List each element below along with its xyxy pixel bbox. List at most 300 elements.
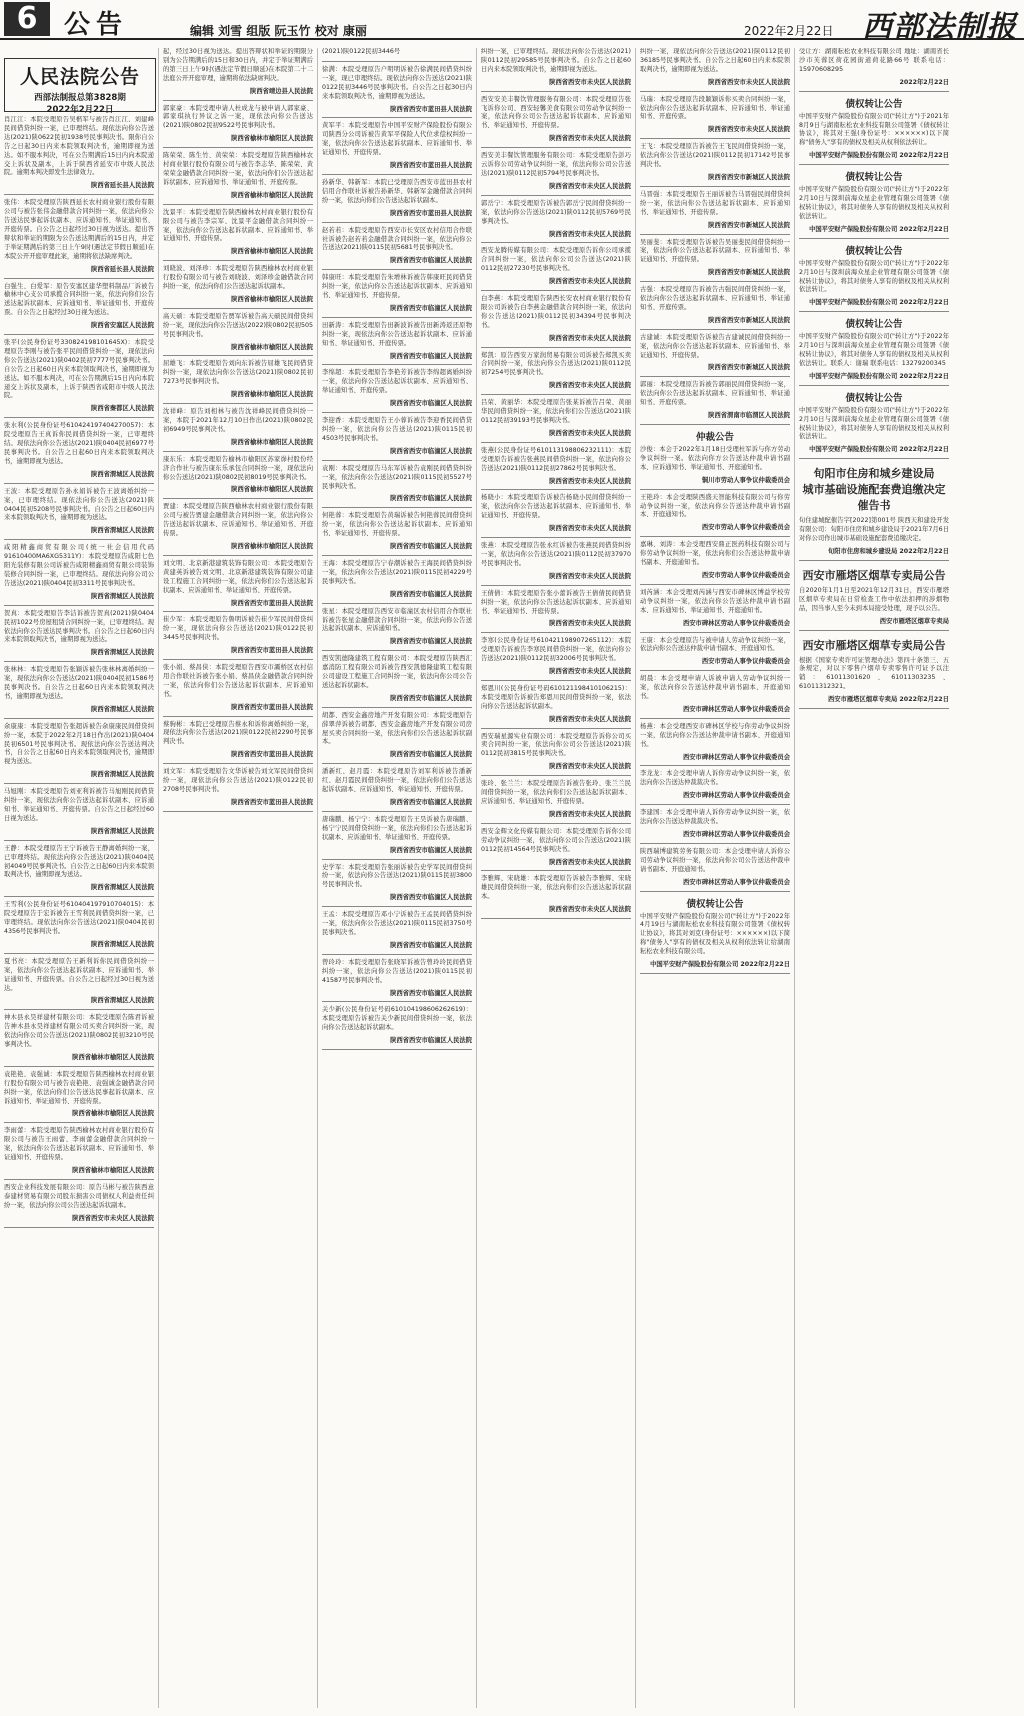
notice-separator bbox=[4, 953, 154, 954]
notice-paragraph: 马旭刚：本院受理原告刘亚利诉被告马旭刚民间借贷纠纷一案，现依法向你公告送达起诉状副本、应诉通知书、举证通知书、开庭传票。自公告之日起经过60日视为送达。 bbox=[4, 788, 154, 822]
notice-paragraph: 王海：本院受理原告宁春潮诉被告王海民间借贷纠纷一案，依法向你公告送达(2021)陕0115民初4229号民事判决书。 bbox=[322, 559, 472, 585]
notice-separator bbox=[163, 355, 313, 356]
masthead-title: 人民法院公告 bbox=[19, 66, 140, 88]
notice-separator bbox=[4, 1122, 154, 1123]
section-heading: 债权转让公告 bbox=[845, 392, 903, 404]
notice-separator bbox=[322, 460, 472, 461]
notice-paragraph: 郭家豪：本院受理申请人杜成龙与被申请人郭家豪、郭家琪执行异议之诉一案，现依法向你公告送达(2021)陕0802民初9522号民事判决书。 bbox=[163, 104, 313, 130]
issuing-authority: 中国平安财产保险股份有限公司 2022年2月22日 bbox=[809, 152, 949, 160]
notice-paragraph: 咸阳精鑫商贸有限公司(统一社会信用代码91610400MA6XG5311Y)：本院受理原告咸阳七色阳光装修有限公司诉被告咸阳精鑫商贸有限公司装饰装修合同纠纷一案，已审理终结。现依法向你公司公告送达(2021)陕0404民初3311号民事判决书。 bbox=[4, 544, 154, 587]
notice-separator bbox=[163, 147, 313, 148]
notice-separator bbox=[163, 498, 313, 499]
notice-paragraph: 王飞：本院受理原告诉被告王飞民间借贷纠纷一案，依法向你公告送达(2021)陕0112民初17142号民事判决书。 bbox=[640, 143, 790, 169]
notice-paragraph: 王静：本院受理原告王宁诉被告王静离婚纠纷一案，已审理终结。现依法向你公告送达(2021)陕0404民初4049号民事判决书。自公告之日起60日内来本院领取判决书，逾期即视为送达。 bbox=[4, 844, 154, 879]
issuing-authority: 陕西省榆林市榆阳区人民法院 bbox=[72, 1053, 154, 1061]
notice-paragraph: 胡晨：本会受理申请人诉被申请人劳动争议纠纷一案，依法向你公告送达仲裁申请书副本、开庭通知书。 bbox=[640, 675, 790, 701]
issuing-authority: 陕西省靖边县人民法院 bbox=[250, 87, 313, 95]
issuing-authority: 陕西省渭城区人民法院 bbox=[91, 592, 154, 600]
issuing-authority: 中国平安财产保险股份有限公司 2022年2月22日 bbox=[650, 961, 790, 969]
notice-separator bbox=[4, 605, 154, 606]
notice-column-4 bbox=[481, 48, 631, 1708]
notice-paragraph: 屈雄飞：本院受理原告刘向东诉被告屈雄飞民间借贷纠纷一案，现依法向你公告送达(2021)陕0802民初7273号民事判决书。 bbox=[163, 360, 313, 386]
issuing-authority: 陕西省榆林市榆阳区人民法院 bbox=[231, 191, 313, 199]
notice-paragraph: 史学军：本院受理原告张丽诉被告史学军民间借贷纠纷一案，依法向你公告送达(2021)陕0115民初3800号民事判决书。 bbox=[322, 863, 472, 889]
notice-paragraph: 中国平安财产保险股份有限公司("转让方")于2022年2月10日与深圳前海众星企业管理有限公司签署《债权转让协议》，将其对债务人享有的债权及相关从权利依法转让。 bbox=[799, 259, 949, 294]
issuing-authority: 陕西省渭城区人民法院 bbox=[91, 649, 154, 657]
issuing-authority: 陕西省渭城区人民法院 bbox=[91, 997, 154, 1005]
issuing-authority: 中国平安财产保险股份有限公司 2022年2月22日 bbox=[809, 225, 949, 233]
notice-separator bbox=[481, 242, 631, 243]
issuing-authority: 陕西省渭城区人民法院 bbox=[91, 771, 154, 779]
issuing-authority: 2022年2月22日 bbox=[899, 78, 949, 86]
notice-separator bbox=[163, 308, 313, 309]
issuing-authority: 陕西省西安市临潼区人民法院 bbox=[390, 1037, 472, 1045]
notice-paragraph: 沈景平：本院受理原告陕西榆林农村商业银行股份有限公司与被告李宗军、沈景平金融借款合同纠纷一案，依法向你公告送达起诉状副本、应诉通知书、举证通知书、开庭传票。 bbox=[163, 208, 313, 243]
issuing-authority: 中国平安财产保险股份有限公司 2022年2月22日 bbox=[809, 299, 949, 307]
notice-paragraph: 何艳蓉：本院受理原告黄瑞诉被告何艳蓉民间借贷纠纷一案，依法向你公告送达起诉状副本、应诉通知书、举证通知书、开庭传票。 bbox=[322, 512, 472, 538]
notice-paragraph: 古建诚：本院受理原告诉被告古建诚民间借贷纠纷一案，依法向你公告送达起诉状副本、应诉通知书、举证通知书、开庭传票。 bbox=[640, 333, 790, 359]
notice-paragraph: 刘晓波、刘泽珍：本院受理原告陕西榆林农村商业银行股份有限公司与被告刘晓波、刘泽珍金融借款合同纠纷一案，依法向你们公告送达起诉状副本。 bbox=[163, 265, 313, 291]
notice-paragraph: 王艳玲：本会受理陕西盛天智能科技有限公司与你劳动争议纠纷一案，依法向你公告送达仲裁申请书副本、开庭通知书。 bbox=[640, 493, 790, 519]
issuing-authority: 陕西省西安市临潼区人民法院 bbox=[390, 894, 472, 902]
notice-separator bbox=[163, 716, 313, 717]
notice-separator bbox=[481, 680, 631, 681]
notice-separator bbox=[4, 661, 154, 662]
issuing-authority: 西安市碑林区劳动人事争议仲裁委员会 bbox=[682, 792, 790, 800]
notice-paragraph: 田新涛：本院受理原告田新波诉被告田新涛返还原物纠纷一案，现依法向你公告送达起诉状副本、应诉通知书、举证通知书、开庭传票。 bbox=[322, 321, 472, 347]
notice-paragraph: 西安瑞星源实业有限公司：本院受理原告诉你公司买卖合同纠纷一案，依法向你公司公告送达(2021)陕0112民初3815号民事判决书。 bbox=[481, 732, 631, 758]
issuing-authority: 陕西省西安市新城区人民法院 bbox=[708, 364, 790, 372]
notice-separator bbox=[640, 843, 790, 844]
notice-separator bbox=[481, 918, 631, 919]
notice-column-6 bbox=[799, 48, 949, 1708]
notice-separator bbox=[4, 483, 154, 484]
notice-paragraph: 古强：本院受理原告诉被告古强民间借贷纠纷一案，依法向你公告送达起诉状副本、应诉通知书、举证通知书、开庭传票。 bbox=[640, 286, 790, 311]
notice-paragraph: 王康：本会受理原告与被申请人劳动争议纠纷一案，依法向你公告送达仲裁申请书副本、开庭通知书。 bbox=[640, 636, 790, 653]
notice-separator bbox=[163, 555, 313, 556]
notice-separator bbox=[640, 973, 790, 974]
notice-separator bbox=[799, 630, 949, 631]
issuing-authority: 陕西省西安市未央区人民法院 bbox=[549, 78, 631, 86]
issuing-authority: 陕西省西安市临潼区人民法院 bbox=[390, 543, 472, 551]
masthead-issue: 西部法制报总第3828期 bbox=[34, 93, 126, 103]
notice-paragraph: 旬住建城配催告字[2022]第001号 陕西天和建设开发有限公司：旬阳市住房和城乡建设局于2021年7月6日对你公司作出城市基础设施配套费追缴决定。 bbox=[799, 517, 949, 543]
issuing-authority: 陕西省西安市临潼区人民法院 bbox=[390, 495, 472, 503]
section-heading: 西安市雁塔区烟草专卖局公告 bbox=[802, 568, 946, 582]
notice-paragraph: 贾建：本院受理原告陕西榆林农村商业银行股份有限公司与被告贾建金融借款合同纠纷一案，依法向你公告送达起诉状副本、应诉通知书、举证通知书、开庭传票。 bbox=[163, 503, 313, 538]
notice-paragraph: 韩康旺：本院受理原告朱增林诉被告韩康旺民间借贷纠纷一案，依法向你公告送达起诉状副本、应诉通知书、举证通知书、开庭传票。 bbox=[322, 274, 472, 300]
issuing-authority: 西安市劳动人事争议仲裁委员会 bbox=[701, 571, 790, 579]
notice-separator bbox=[640, 632, 790, 633]
issuing-authority: 陕西省榆林市榆阳区人民法院 bbox=[231, 248, 313, 256]
notice-separator bbox=[322, 763, 472, 764]
notice-separator bbox=[799, 458, 949, 459]
notice-separator bbox=[481, 442, 631, 443]
notice-separator bbox=[4, 539, 154, 540]
notice-separator bbox=[799, 560, 949, 561]
notice-paragraph: 陕西瑞博建筑劳务有限公司：本会受理申请人诉你公司劳动争议纠纷一案，依法向你公司公告送达仲裁申请书副本、开庭通知书。 bbox=[640, 847, 790, 873]
issuing-authority: 陕西省西安市未央区人民法院 bbox=[708, 126, 790, 134]
notice-paragraph: 中国平安财产保险股份有限公司("转让方")于2021年8月9日与湖南耘松农业科技有限公司签署《债权转让协议》，将其对王强(身份证号：××××××)以下简称"债务人"享有的债权及相关从权利依法转让。 bbox=[799, 112, 949, 147]
notice-paragraph: 刘文明、北京新港建筑装饰有限公司：本院受理原告黄建英诉被告刘文明、北京新港建筑装饰有限公司建设工程施工合同纠纷一案，依法向你们公告送达起诉状副本、应诉通知书、举证通知书、开庭传票。 bbox=[163, 559, 313, 594]
notice-separator bbox=[322, 507, 472, 508]
issuing-authority: 铜川市劳动人事争议仲裁委员会 bbox=[701, 476, 790, 484]
issuing-authority: 陕西省西安市蓝田县人民法院 bbox=[390, 209, 472, 217]
issuing-authority: 陕西省西安市新城区人民法院 bbox=[708, 269, 790, 277]
notice-paragraph: 刘芮涵：本会受理刘芮涵与西安市碑林区博益学校劳动争议纠纷一案，依法向你公告送达仲裁申请书副本、应诉通知书、举证通知书、开庭通知书。 bbox=[640, 588, 790, 614]
issuing-authority: 陕西省西安市临潼区人民法院 bbox=[390, 400, 472, 408]
issuing-authority: 陕西省西安市未央区人民法院 bbox=[549, 429, 631, 437]
notice-paragraph: 西安龙腾传媒有限公司：本院受理原告诉你公司承揽合同纠纷一案，依法向你公司公告送达(2021)陕0112民初27230号民事判决书。 bbox=[481, 247, 631, 273]
court-notice-masthead bbox=[4, 58, 156, 115]
column-divider bbox=[158, 48, 159, 1708]
notice-separator bbox=[4, 840, 154, 841]
issuing-authority: 陕西省西安市未央区人民法院 bbox=[549, 620, 631, 628]
issuing-authority: 陕西省西安市临潼区人民法院 bbox=[390, 447, 472, 455]
notice-column-3 bbox=[322, 48, 472, 1708]
notice-separator bbox=[640, 234, 790, 235]
notice-paragraph: 马瑞：本院受理原告段颖颖诉你买卖合同纠纷一案，依法向你公告送达起诉状副本、应诉通知书、举证通知书、开庭传票。 bbox=[640, 95, 790, 121]
issuing-authority: 西安市碑林区劳动人事争议仲裁委员会 bbox=[682, 878, 790, 886]
notice-separator bbox=[322, 811, 472, 812]
notice-paragraph: 李绵超：本院受理原告李艳芳诉被告李绵超离婚纠纷一案，依法向你公告送达起诉状副本、应诉通知书、举证通知书、开庭传票。 bbox=[322, 369, 472, 395]
notice-paragraph: 马晋强：本院受理原告王丽诉被告马晋强民间借贷纠纷一案，依法向你公告送达起诉状副本、应诉通知书、举证通知书、开庭传票。 bbox=[640, 190, 790, 216]
notice-paragraph: 黄军平：本院受理原告中国平安财产保险股份有限公司陕西分公司诉被告黄军平保险人代位求偿权纠纷一案，依法向你公告送达起诉状副本、应诉通知书、举证通知书、开庭传票。 bbox=[322, 122, 472, 157]
notice-separator bbox=[4, 417, 154, 418]
notice-separator bbox=[163, 763, 313, 764]
notice-paragraph: 杨晓小：本院受理原告诉被告杨晓小民间借贷纠纷一案，依法向你公告送达起诉状副本、应诉通知书、举证通知书、开庭传票。 bbox=[481, 494, 631, 520]
issuing-authority: 陕西省西安市临潼区人民法院 bbox=[390, 799, 472, 806]
notice-paragraph: 沙俊：本会于2022年1月18日受理杜军诉与你方劳动争议纠纷一案。依法向你方公告送达仲裁申请书副本、应诉通知书、举证通知书、开庭通知书。 bbox=[640, 446, 790, 471]
issuing-authority: 陕西省西安市未央区人民法院 bbox=[549, 763, 631, 771]
notice-separator bbox=[640, 765, 790, 766]
issuing-authority: 西安市碑林区劳动人事争议仲裁委员会 bbox=[682, 753, 790, 761]
notice-separator bbox=[322, 61, 472, 62]
notice-paragraph: 康东乐：本院受理原告榆林市榆阳区苏家峁村股份经济合作社与被告康东乐承包合同纠纷一案，现依法向你公告送达(2021)陕0802民初8019号民事判决书。 bbox=[163, 455, 313, 481]
issuing-authority: 陕西省渭城区人民法院 bbox=[91, 827, 154, 835]
notice-paragraph: 张林林：本院受理原告张颖诉被告张林林离婚纠纷一案，现依法向你公告送达(2021)陕0404民初1586号民事判决书。自公告之日起60日内来本院领取判决书，逾期即视为送达。 bbox=[4, 666, 154, 700]
issuing-authority: 陕西省西安市蓝田县人民法院 bbox=[231, 599, 313, 607]
issuing-authority: 西安市劳动人事争议仲裁委员会 bbox=[701, 524, 790, 532]
notice-paragraph: 王雪利(公民身份证号610404197910704015)：本院受理原告于宏诉被告王雪利民间借贷纠纷一案，已审理终结。现依法向你公告送达(2021)陕0404民初4356号民事判决书。 bbox=[4, 901, 154, 935]
notice-paragraph: (2021)陕0122民初3446号 bbox=[322, 48, 401, 55]
column-divider bbox=[635, 48, 636, 1708]
notice-paragraph: 起，经过30日视为送达。提出答辩状和举证的期限分别为公告期满后的15日和30日内，并定于举证期满后的第三日上午9时(遇法定节假日顺延)在本院第二十二法庭公开开庭审理，逾期将依法缺席判决。 bbox=[163, 48, 313, 82]
issuing-authority: 陕西省榆林市榆阳区人民法院 bbox=[72, 1167, 154, 1174]
issuing-authority: 西安市劳动人事争议仲裁委员会 bbox=[701, 658, 790, 666]
notice-paragraph: 李建国：本会受理申请人诉你劳动争议纠纷一案，依法向你公告送达仲裁裁决书。 bbox=[640, 809, 790, 826]
notice-paragraph: 唐瑞鹏、杨宁宁：本院受理原告王昊诉被告唐瑞鹏、杨宁宁民间借贷纠纷一案，依法向你们公告送达起诉状副本、应诉通知书、举证通知书、开庭传票。 bbox=[322, 815, 472, 841]
issuing-authority: 陕西省渭城区人民法院 bbox=[91, 884, 154, 892]
notice-separator bbox=[640, 424, 790, 425]
notice-paragraph: 蔡驹彬：本院已受理原告蔡永和诉你离婚纠纷一案，现依法向你公告送达(2021)陕0122民初2290号民事判决书。 bbox=[163, 720, 313, 746]
notice-separator bbox=[163, 451, 313, 452]
notice-separator bbox=[799, 164, 949, 165]
notice-column-5 bbox=[640, 48, 790, 1708]
notice-separator bbox=[481, 537, 631, 538]
issuing-authority: 陕西省西安市未央区人民法院 bbox=[72, 1214, 154, 1222]
notice-paragraph: 根据《国家专卖许可证管理办法》第四十条第三、五条规定，对以下零售户烟草专卖零售许可证予以注销：61011301620、61011303235、61011312321。 bbox=[799, 656, 949, 691]
issuing-authority: 陕西省西安市未央区人民法院 bbox=[549, 135, 631, 143]
issuing-authority: 陕西省榆林市榆阳区人民法院 bbox=[231, 542, 313, 550]
issuing-authority: 陕西省西安市未央区人民法院 bbox=[549, 382, 631, 390]
notice-separator bbox=[481, 394, 631, 395]
notice-paragraph: 徐满：本院受理原告户明明诉被告徐满民间借贷纠纷一案，现已审理终结。现依法向你公告送达(2021)陕0122民初3446号民事判决书。自公告之日起30日内来本院领取判决书，逾期即视为送达。 bbox=[322, 65, 472, 100]
notice-paragraph: 关少新(公民身份证号码610104198606262619)：本院受理原告诉被告关少新民间借贷纠纷一案，依法向你公告送达起诉状副本。 bbox=[322, 1006, 472, 1032]
notice-separator bbox=[481, 728, 631, 729]
notice-paragraph: 刘文军：本院受理原告文华诉被告刘文军民间借贷纠纷一案，现依法向你公告送达(2021)陕0122民初2708号民事判决书。 bbox=[163, 768, 313, 793]
notice-separator bbox=[163, 659, 313, 660]
issuing-authority: 西安市雁塔区烟草专卖局 2022年2月22日 bbox=[827, 696, 949, 704]
notice-paragraph: 张燕：本院受理原告张永红诉被告张燕民间借贷纠纷一案，依法向你公告送达(2021)陕0112民初37970号民事判决书。 bbox=[481, 542, 631, 567]
notice-paragraph: 沈祥峰：原告刘相林与被告沈祥峰民间借贷纠纷一案，本院于2021年12月10日作出(2021)陕0802民初6949号民事判决书。 bbox=[163, 408, 313, 433]
notice-separator bbox=[640, 489, 790, 490]
notice-paragraph: 崔少军：本院受理原告鲁明诉被告崔少军民间借贷纠纷一案，现依法向你公告送达(2021)陕0122民初3445号民事判决书。 bbox=[163, 616, 313, 642]
notice-paragraph: 王波：本院受理原告孙永娟诉被告王波离婚纠纷一案，已审理终结。现依法向你公告送达(2021)陕0404民初5208号民事判决书。自公告之日起60日内来本院领取判决书，逾期即视为送达。 bbox=[4, 487, 154, 522]
masthead-date: 2022年2月22日 bbox=[46, 105, 114, 115]
notice-separator bbox=[322, 317, 472, 318]
notice-paragraph: 郭岳宁：本院受理原告诉被告郭岳宁民间借贷纠纷一案，依法向你公告送达(2021)陕0112民初5769号民事判决书。 bbox=[481, 199, 631, 225]
issuing-authority: 陕西省西安市临潼区人民法院 bbox=[390, 941, 472, 949]
notice-paragraph: 杨燕：本会受理西安市碑林区学校与你劳动争议纠纷一案，依法向你公告送达仲裁申请书副本、开庭通知书。 bbox=[640, 722, 790, 748]
notice-separator bbox=[4, 1066, 154, 1067]
issuing-authority: 陕西省西安市临潼区人民法院 bbox=[390, 304, 472, 312]
issuing-authority: 陕西省西安市蓝田县人民法院 bbox=[390, 105, 472, 113]
notice-separator bbox=[481, 195, 631, 196]
issuing-authority: 陕西省榆林市榆阳区人民法院 bbox=[231, 295, 313, 303]
notice-separator bbox=[481, 147, 631, 148]
notice-paragraph: 中国平安财产保险股份有限公司("转让方")于2022年2月10日与深圳前海众星企业管理有限公司签署《债权转让协议》，将其对债务人享有的债权及相关从权利依法转让。联系人：谢瑞 联系电话：13279200345 bbox=[799, 333, 949, 367]
issuing-authority: 陕西省西安市临潼区人民法院 bbox=[390, 590, 472, 598]
issuing-authority: 西安市碑林区劳动人事争议仲裁委员会 bbox=[682, 831, 790, 838]
notice-paragraph: 张水利(公民身份证号610424197404270057)：本院受理原告王真诉你民间借贷纠纷一案，已审理终结。现依法向你公告送达(2021)陕0404民初6977号民事判决书。自公告之日起60日内来本院领取判决书，逾期即视为送达。 bbox=[4, 422, 154, 465]
issuing-authority: 陕西省安塞区人民法院 bbox=[91, 322, 154, 330]
notice-separator bbox=[640, 329, 790, 330]
notice-paragraph: 张燕(公民身份证号610113198806232111)：本院受理原告诉被告张燕民间借贷纠纷一案，依法向你公告送达(2021)陕0112民初27862号民事判决书。 bbox=[481, 446, 631, 472]
notice-separator bbox=[322, 906, 472, 907]
notice-paragraph: 中国平安财产保险股份有限公司("转让方")于2022年4月19日与湖南耘松农业科技有限公司签署《债权转让协议》，将其对刘克(身份证号：××××××)以下简称"债务人"享有的债权及相关从权利依法转让给湖南耘松农业科技有限公司。 bbox=[640, 912, 790, 956]
notice-separator bbox=[322, 1001, 472, 1002]
issuing-authority: 陕西省渭南市临渭区人民法院 bbox=[708, 412, 790, 420]
notice-paragraph: 西安美丰餐饮管理服务有限公司：本院受理原告彭巧云诉你公司劳动争议纠纷一案，依法向你公司公告送达(2021)陕0112民初5794号民事判决书。 bbox=[481, 152, 631, 177]
issuing-authority: 陕西省渭城区人民法院 bbox=[91, 470, 154, 478]
issuing-authority: 陕西省西安市临潼区人民法院 bbox=[390, 257, 472, 265]
notice-paragraph: 李寒(公民身份证号610421198907265112)：本院受理原告诉被告李寒民间借贷纠纷一案，依法向你公告送达(2021)陕0112民初32006号民事判决书。 bbox=[481, 637, 631, 663]
issuing-authority: 陕西省西安市未央区人民法院 bbox=[549, 334, 631, 342]
issuing-authority: 中国平安财产保险股份有限公司 2022年2月22日 bbox=[809, 446, 949, 454]
issuing-authority: 陕西省西安市临潼区人民法院 bbox=[390, 751, 472, 759]
notice-paragraph: 嘉琳、刘涛：本会受理西安鼎正医药科技有限公司与你劳动争议纠纷一案，依法向你们公告送达仲裁申请书副本、开庭通知书。 bbox=[640, 541, 790, 567]
issuing-authority: 陕西省渭城区人民法院 bbox=[91, 527, 154, 535]
issuing-authority: 陕西省西安市未央区人民法院 bbox=[549, 182, 631, 190]
page-number: 6 bbox=[4, 2, 50, 36]
notice-column-1 bbox=[4, 116, 154, 1708]
issuing-authority: 陕西省延长县人民法院 bbox=[91, 265, 154, 273]
issuing-authority: 陕西省西安市蓝田县人民法院 bbox=[231, 647, 313, 655]
notice-paragraph: 自2020年1月1日至2021年12月31日，西安市雁塔区烟草专卖局在日常检查工作中依法扣押的涉烟物品，因当事人至今未到本局接受处理，现予以公告。 bbox=[799, 586, 949, 612]
issuing-authority: 陕西省西安市未央区人民法院 bbox=[708, 78, 790, 86]
issuing-authority: 陕西省榆林市榆阳区人民法院 bbox=[231, 486, 313, 494]
notice-paragraph: 白强生、白爱军：原告安塞区建华塑料制品厂诉被告榆林中心支公司承揽合同纠纷一案，依法向你们公告送达起诉状副本、应诉通知书、举证通知书、开庭传票。自公告之日起经过30日视为送达。 bbox=[4, 282, 154, 317]
notice-separator bbox=[640, 376, 790, 377]
notice-separator bbox=[640, 186, 790, 187]
notice-separator bbox=[163, 100, 313, 101]
notice-separator bbox=[481, 870, 631, 871]
notice-paragraph: 王孟：本院受理原告邓小宁诉被告王孟民间借贷纠纷一案，依法向你公告送达(2021)陕0115民初3750号民事判决书。 bbox=[322, 911, 472, 936]
notice-separator bbox=[163, 403, 313, 404]
notice-separator bbox=[4, 334, 154, 335]
issuing-authority: 西安市碑林区劳动人事争议仲裁委员会 bbox=[682, 619, 790, 627]
notice-separator bbox=[322, 555, 472, 556]
notice-separator bbox=[322, 222, 472, 223]
notice-separator bbox=[322, 707, 472, 708]
notice-separator bbox=[799, 708, 949, 709]
notice-separator bbox=[163, 260, 313, 261]
section-heading: 债权转让公告 bbox=[845, 245, 903, 257]
section-heading: 债权转让公告 bbox=[845, 319, 903, 331]
section-heading: 西安市雁塔区烟草专卖局公告 bbox=[802, 638, 946, 652]
section-heading: 债权转让公告 bbox=[686, 898, 744, 910]
notice-paragraph: 袁刚：本院受理原告马东军诉被告袁刚民间借贷纠纷一案，依法向你公告送达(2021)陕0115民初5527号民事判决书。 bbox=[322, 464, 472, 490]
notice-separator bbox=[4, 278, 154, 279]
notice-paragraph: 王倩倩：本院受理原告张小蕾诉被告王倩倩民间借贷纠纷一案，依法向你公告送达起诉状副本、应诉通知书、举证通知书、开庭传票。 bbox=[481, 589, 631, 615]
section-heading: 仲裁公告 bbox=[695, 432, 734, 443]
notice-paragraph: 西安凯德隆建筑工程有限公司：本院受理原告陕西汇嘉消防工程有限公司诉被告西安凯德隆建筑工程有限公司建设工程施工合同纠纷一案，依法向你公司公告送达起诉状副本。 bbox=[322, 655, 472, 689]
issuing-authority: 陕西省西安市未央区人民法院 bbox=[549, 477, 631, 485]
notice-paragraph: 吕荣、黄丽华：本院受理原告张某诉被告吕荣、黄丽华民间借贷纠纷一案，依法向你们公告送达(2021)陕0112民初39193号民事判决书。 bbox=[481, 399, 631, 424]
issuing-authority: 陕西省秦都区人民法院 bbox=[91, 405, 154, 413]
notice-separator bbox=[640, 718, 790, 719]
notice-separator bbox=[4, 194, 154, 195]
notice-separator bbox=[322, 603, 472, 604]
issuing-authority: 陕西省西安市未央区人民法院 bbox=[549, 906, 631, 914]
notice-separator bbox=[481, 489, 631, 490]
section-title: 公告 bbox=[64, 10, 129, 40]
issuing-authority: 陕西省西安市未央区人民法院 bbox=[549, 810, 631, 818]
issuing-authority: 中国平安财产保险股份有限公司 2022年2月22日 bbox=[809, 372, 949, 380]
notice-paragraph: 受让方：湖南耘松农业科技有限公司 地址：湖南省长沙市芙蓉区荷花园街道荷花路66号 联系电话：15970608295 bbox=[799, 48, 949, 73]
notice-separator bbox=[640, 281, 790, 282]
notice-paragraph: 曾玲玲：本院受理原告张晓军诉被告曾玲玲民间借贷纠纷一案，依法向你公告送达(2021)陕0115民初41587号民事判决书。 bbox=[322, 958, 472, 984]
newspaper-logo: 西部法制报 bbox=[862, 10, 1017, 45]
notice-separator bbox=[322, 859, 472, 860]
issuing-authority: 陕西省榆林市榆阳区人民法院 bbox=[231, 135, 313, 143]
notice-paragraph: 神木县永昊祥建材有限公司：本院受理原告陈君诉被告神木县永昊祥建材有限公司买卖合同纠纷一案，现依法向你公司公告送达(2021)陕0802民初3210号民事判决书。 bbox=[4, 1014, 154, 1049]
notice-separator bbox=[322, 412, 472, 413]
issuing-authority: 西安市雁塔区烟草专卖局 bbox=[879, 617, 949, 625]
notice-separator bbox=[163, 204, 313, 205]
issuing-authority: 陕西省西安市蓝田县人民法院 bbox=[231, 703, 313, 711]
notice-paragraph: 李雨蕾：本院受理原告陕西榆林农村商业银行股份有限公司与被告王雨蕾、李雨蕾金融借款合同纠纷一案，依法向你公告送达起诉状副本、应诉通知书、举证通知书、开庭传票。 bbox=[4, 1127, 154, 1162]
notice-paragraph: 纠纷一案，现依法向你公告送达(2021)陕0112民初36185号民事判决书。自公告之日起60日内来本院领取判决书，逾期即视为送达。 bbox=[640, 48, 790, 73]
notice-paragraph: 吴丽斐：本院受理原告诉被告吴丽斐民间借贷纠纷一案，依法向你公告送达起诉状副本、应诉通知书、举证通知书、开庭传票。 bbox=[640, 238, 790, 264]
notice-column-2 bbox=[163, 48, 313, 1708]
issuing-authority: 陕西省渭城区人民法院 bbox=[91, 940, 154, 948]
issuing-authority: 陕西省西安市临潼区人民法院 bbox=[390, 846, 472, 854]
issuing-authority: 陕西省榆林市榆阳区人民法院 bbox=[231, 391, 313, 399]
notice-separator bbox=[4, 1009, 154, 1010]
notice-paragraph: 白李燕：本院受理原告陕西长安农村商业银行股份有限公司诉被告白李燕金融借款合同纠纷一案，依法向你公告送达(2021)陕0112民初34394号民事判决书。 bbox=[481, 295, 631, 329]
notice-paragraph: 西安安美丰餐饮管理服务有限公司：本院受理原告张飞诉你公司、西安轻馨美食有限公司劳动争议纠纷一案，依法向你公司公告送达起诉状副本、应诉通知书、举证通知书、开庭传票。 bbox=[481, 95, 631, 130]
notice-separator bbox=[799, 385, 949, 386]
notice-paragraph: 西安企业科技发展有限公司：原告马彬与被告陕西意泰建材贸易有限公司股东损害公司债权人利益责任纠纷一案，依法向你公司公告送达起诉状副本。 bbox=[4, 1183, 154, 1209]
section-heading: 债权转让公告 bbox=[845, 98, 903, 110]
notice-paragraph: 张伟：本院受理原告陕西延长农村商业银行股份有限公司与被告张伟金融借款合同纠纷一案，依法向你公告送达民事起诉状副本、应诉通知书、举证通知书、开庭传票。自公告之日起经过30日视为送达。提出答辩状和举证的期限为公告送达期满后的15日内，并定于举证期满后的第三日上午9时(遇法定节假日顺延)在本院公开开庭审理此案，逾期将依法缺席判决。 bbox=[4, 199, 154, 260]
issuing-authority: 陕西省西安市未央区人民法院 bbox=[549, 525, 631, 533]
issuing-authority: 陕西省西安市未央区人民法院 bbox=[549, 278, 631, 286]
notice-paragraph: 李迎香：本院受理原告王小蓉诉被告李迎香民间借贷纠纷一案，依法向你公告送达(2021)陕0115民初4503号民事判决书。 bbox=[322, 417, 472, 442]
notice-separator bbox=[481, 91, 631, 92]
issuing-authority: 陕西省渭城区人民法院 bbox=[91, 705, 154, 713]
column-divider bbox=[317, 48, 318, 1708]
notice-separator bbox=[322, 954, 472, 955]
notice-separator bbox=[799, 238, 949, 239]
notice-separator bbox=[163, 811, 313, 812]
notice-paragraph: 郭丽：本院受理原告诉被告郭丽民间借贷纠纷一案，依法向你公告送达起诉状副本、应诉通知书、举证通知书、开庭传票。 bbox=[640, 381, 790, 407]
notice-paragraph: 夏书亮：本院受理原告王新利诉你民间借贷纠纷一案，依法向你公告送达起诉状副本、应诉通知书、举证通知书、开庭传票。自公告之日起经过30日视为送达。 bbox=[4, 957, 154, 992]
notice-paragraph: 潘新红、赵月霞：本院受理原告刘军利诉被告潘新红、赵月霞民间借贷纠纷一案，依法向你们公告送达起诉状副本、应诉通知书、举证通知书、开庭传票。 bbox=[322, 768, 472, 794]
issuing-authority: 陕西省榆林市榆阳区人民法院 bbox=[231, 343, 313, 351]
issuing-authority: 陕西省西安市新城区人民法院 bbox=[708, 316, 790, 324]
notice-separator bbox=[640, 891, 790, 892]
notice-separator bbox=[4, 1179, 154, 1180]
notice-separator bbox=[481, 347, 631, 348]
section-heading: 旬阳市住房和城乡建设局 城市基础设施配套费追缴决定催告书 bbox=[802, 467, 946, 513]
issuing-authority: 陕西省西安市蓝田县人民法院 bbox=[231, 751, 313, 759]
issuing-authority: 西安市碑林区劳动人事争议仲裁委员会 bbox=[682, 705, 790, 713]
issuing-authority: 陕西省西安市未央区人民法院 bbox=[549, 572, 631, 580]
column-divider bbox=[476, 48, 477, 1708]
notice-separator bbox=[640, 536, 790, 537]
notice-separator bbox=[4, 896, 154, 897]
notice-separator bbox=[481, 823, 631, 824]
issuing-authority: 陕西省西安市临潼区人民法院 bbox=[390, 638, 472, 646]
notice-separator bbox=[163, 611, 313, 612]
notice-separator bbox=[481, 775, 631, 776]
notice-paragraph: 贺真：本院受理原告李洁诉被告贺真(2021)陕0404民初1022号房屋租赁合同纠纷一案，已审理终结。现依法向你公告送达民事判决书。自公告之日起60日内来本院领取判决书，逾期即视为送达。 bbox=[4, 609, 154, 644]
notice-paragraph: 张平(公民身份证号330824198101645X)：本院受理原告李刚与被告张平民间借贷纠纷一案，现依法向你公告送达(2021)陕0402民初7777号民事判决书。自公告之日起60日内来本院领取判决书，逾期即视为送达。如不服本判决，可在公告期满后15日内向本院递交上诉状及副本，上诉于陕西省咸阳市中级人民法院。 bbox=[4, 339, 154, 400]
notice-paragraph: 肖江江：本院受理原告吴楷军与被告肖江江、刘建峰民间借贷纠纷一案，已审理终结。现依法向你公告送达(2021)陕0622民初1938号民事判决书。限你自公告之日起30日内来本院领取判决书，逾期即视为送达。如不服本判决，可在公告期满后15日内向本院递交上诉状及副本，上诉于陕西省延安市中级人民法院。逾期本判决即发生法律效力。 bbox=[4, 116, 154, 177]
notice-paragraph: 赵若若：本院受理原告西安市长安区农村信用合作联社诉被告赵若若金融借款合同纠纷一案，依法向你公告送达(2021)陕0115民初5681号民事判决书。 bbox=[322, 226, 472, 252]
notice-separator bbox=[322, 269, 472, 270]
notice-paragraph: 李雅辉、宋晓雄：本院受理原告诉被告李雅辉、宋晓雄民间借贷纠纷一案，依法向你们公告送达起诉状副本。 bbox=[481, 875, 631, 901]
notice-paragraph: 高天硕：本院受理原告贾军诉被告高天硕民间借贷纠纷一案，现依法向你公告送达(2022)陕0802民初505号民事判决书。 bbox=[163, 312, 313, 338]
notice-paragraph: 郑凯：原告西安万家润贸易有限公司诉被告郑凯买卖合同纠纷一案，依法向你公告送达(2021)陕0112民初7254号民事判决书。 bbox=[481, 351, 631, 377]
section-heading: 债权转让公告 bbox=[845, 172, 903, 184]
notice-paragraph: 张玲、张兰兰：本院受理原告诉被告张玲、张兰兰民间借贷纠纷一案，依法向你们公告送达起诉状副本、应诉通知书、举证通知书、开庭传票。 bbox=[481, 780, 631, 805]
issuing-authority: 陕西省西安市未央区人民法院 bbox=[549, 858, 631, 866]
issuing-authority: 陕西省延长县人民法院 bbox=[91, 182, 154, 190]
issuing-authority: 陕西省榆林市榆阳区人民法院 bbox=[72, 1110, 154, 1118]
issuing-authority: 陕西省西安市临潼区人民法院 bbox=[390, 989, 472, 997]
notice-separator bbox=[640, 804, 790, 805]
notice-separator bbox=[322, 1049, 472, 1050]
notice-separator bbox=[4, 783, 154, 784]
notice-separator bbox=[4, 718, 154, 719]
notice-paragraph: 李龙龙：本会受理申请人诉你劳动争议纠纷一案，依法向你公告送达仲裁裁决书。 bbox=[640, 770, 790, 787]
issuing-authority: 陕西省西安市蓝田县人民法院 bbox=[231, 798, 313, 806]
notice-separator bbox=[4, 1227, 154, 1228]
notice-paragraph: 郑恩川(公民身份证号码610121198410106215)：本院受理原告诉被告郑恩川民间借贷纠纷一案，依法向你公告送达起诉状副本。 bbox=[481, 684, 631, 710]
notice-paragraph: 张小娟、蔡昌侠：本院受理原告西安市灞桥区农村信用合作联社诉被告张小娟、蔡昌侠金融借款合同纠纷一案，依法向你们公告送达起诉状副本、应诉通知书。 bbox=[163, 664, 313, 698]
notice-separator bbox=[481, 632, 631, 633]
notice-separator bbox=[322, 174, 472, 175]
notice-paragraph: 胡都、西安金鑫房地产开发有限公司：本院受理原告薛翠萍诉被告胡都、西安金鑫房地产开发有限公司房屋买卖合同纠纷一案，依法向你们公告送达起诉状副本。 bbox=[322, 711, 472, 746]
notice-separator bbox=[640, 91, 790, 92]
notice-separator bbox=[640, 584, 790, 585]
notice-paragraph: 陈荣荣、陈生竹、黄荣荣：本院受理原告陕西榆林农村商业银行股份有限公司与被告李志华、陈荣荣、黄荣荣金融借款合同纠纷一案，依法向你们公告送达起诉状副本、应诉通知书、举证通知书、开庭传票。 bbox=[163, 152, 313, 186]
issuing-authority: 陕西省西安市未央区人民法院 bbox=[549, 715, 631, 723]
